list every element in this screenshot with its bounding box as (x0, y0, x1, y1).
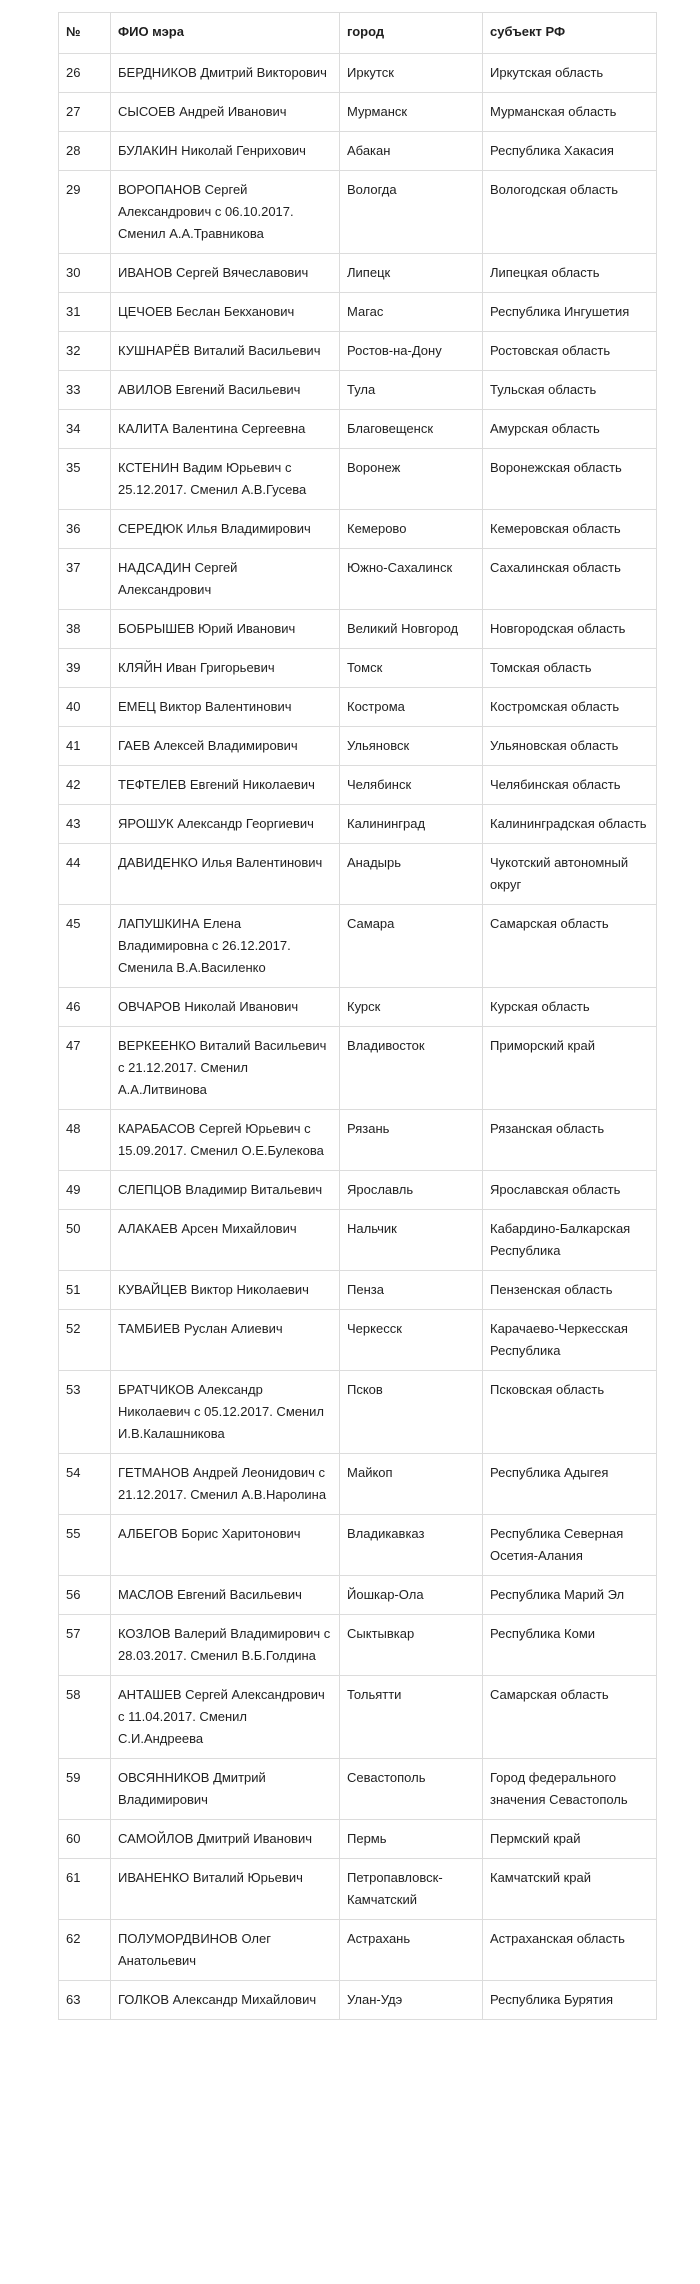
cell-mayor-name: ЛАПУШКИНА Елена Владимировна с 26.12.2017. Сменила В.А.Василенко (111, 905, 340, 988)
cell-city: Иркутск (340, 54, 483, 93)
table-row (59, 805, 657, 844)
cell-mayor-name: САМОЙЛОВ Дмитрий Иванович (111, 1820, 340, 1859)
cell-num: 51 (59, 1271, 111, 1310)
header-num: № (59, 13, 111, 54)
cell-city: Воронеж (340, 449, 483, 510)
cell-city: Ульяновск (340, 727, 483, 766)
cell-region: Калининградская область (483, 805, 657, 844)
table-row (59, 293, 657, 332)
table-row (59, 1920, 657, 1981)
cell-region: Республика Адыгея (483, 1454, 657, 1515)
cell-city: Тольятти (340, 1676, 483, 1759)
cell-mayor-name: КАЛИТА Валентина Сергеевна (111, 410, 340, 449)
table-row (59, 1515, 657, 1576)
cell-city: Курск (340, 988, 483, 1027)
cell-num: 48 (59, 1110, 111, 1171)
cell-mayor-name: АНТАШЕВ Сергей Александрович с 11.04.2017. Сменил С.И.Андреева (111, 1676, 340, 1759)
cell-mayor-name: АВИЛОВ Евгений Васильевич (111, 371, 340, 410)
cell-region: Самарская область (483, 1676, 657, 1759)
cell-region: Вологодская область (483, 171, 657, 254)
table-row (59, 844, 657, 905)
cell-region: Астраханская область (483, 1920, 657, 1981)
header-region: субъект РФ (483, 13, 657, 54)
cell-num: 28 (59, 132, 111, 171)
table-row (59, 410, 657, 449)
cell-region: Ярославская область (483, 1171, 657, 1210)
header-name: ФИО мэра (111, 13, 340, 54)
cell-city: Сыктывкар (340, 1615, 483, 1676)
cell-num: 38 (59, 610, 111, 649)
table-row (59, 510, 657, 549)
table-row (59, 766, 657, 805)
cell-mayor-name: СЛЕПЦОВ Владимир Витальевич (111, 1171, 340, 1210)
cell-region: Карачаево-Черкесская Республика (483, 1310, 657, 1371)
table-row (59, 1271, 657, 1310)
cell-city: Абакан (340, 132, 483, 171)
table-row (59, 371, 657, 410)
cell-region: Республика Коми (483, 1615, 657, 1676)
cell-num: 34 (59, 410, 111, 449)
cell-city: Улан-Удэ (340, 1981, 483, 2020)
cell-city: Благовещенск (340, 410, 483, 449)
cell-region: Липецкая область (483, 254, 657, 293)
cell-num: 47 (59, 1027, 111, 1110)
cell-region: Республика Ингушетия (483, 293, 657, 332)
cell-num: 57 (59, 1615, 111, 1676)
cell-mayor-name: ГАЕВ Алексей Владимирович (111, 727, 340, 766)
cell-num: 31 (59, 293, 111, 332)
cell-region: Мурманская область (483, 93, 657, 132)
cell-mayor-name: ТЕФТЕЛЕВ Евгений Николаевич (111, 766, 340, 805)
cell-num: 46 (59, 988, 111, 1027)
cell-city: Ростов-на-Дону (340, 332, 483, 371)
cell-region: Иркутская область (483, 54, 657, 93)
cell-mayor-name: ГОЛКОВ Александр Михайлович (111, 1981, 340, 2020)
table-row (59, 332, 657, 371)
header-city: город (340, 13, 483, 54)
table-body (59, 54, 657, 2020)
table-row (59, 610, 657, 649)
table-row (59, 988, 657, 1027)
cell-city: Рязань (340, 1110, 483, 1171)
table-row (59, 727, 657, 766)
cell-region: Рязанская область (483, 1110, 657, 1171)
cell-mayor-name: АЛАКАЕВ Арсен Михайлович (111, 1210, 340, 1271)
cell-region: Чукотский автономный округ (483, 844, 657, 905)
cell-mayor-name: МАСЛОВ Евгений Васильевич (111, 1576, 340, 1615)
cell-mayor-name: ТАМБИЕВ Руслан Алиевич (111, 1310, 340, 1371)
cell-num: 59 (59, 1759, 111, 1820)
table-header (59, 13, 657, 54)
cell-num: 35 (59, 449, 111, 510)
cell-mayor-name: СЕРЕДЮК Илья Владимирович (111, 510, 340, 549)
cell-mayor-name: ИВАНЕНКО Виталий Юрьевич (111, 1859, 340, 1920)
cell-mayor-name: ЕМЕЦ Виктор Валентинович (111, 688, 340, 727)
cell-num: 56 (59, 1576, 111, 1615)
cell-mayor-name: КЛЯЙН Иван Григорьевич (111, 649, 340, 688)
cell-region: Кабардино-Балкарская Республика (483, 1210, 657, 1271)
cell-region: Пермский край (483, 1820, 657, 1859)
cell-num: 42 (59, 766, 111, 805)
cell-mayor-name: ВОРОПАНОВ Сергей Александрович с 06.10.2017. Сменил А.А.Травникова (111, 171, 340, 254)
cell-mayor-name: КУВАЙЦЕВ Виктор Николаевич (111, 1271, 340, 1310)
table-row (59, 905, 657, 988)
table-row (59, 1210, 657, 1271)
cell-num: 43 (59, 805, 111, 844)
cell-mayor-name: КАРАБАСОВ Сергей Юрьевич с 15.09.2017. Сменил О.Е.Булекова (111, 1110, 340, 1171)
cell-num: 26 (59, 54, 111, 93)
cell-city: Кострома (340, 688, 483, 727)
mayors-table (58, 12, 657, 2020)
cell-num: 52 (59, 1310, 111, 1371)
cell-city: Пермь (340, 1820, 483, 1859)
table-row (59, 688, 657, 727)
cell-mayor-name: ОВЧАРОВ Николай Иванович (111, 988, 340, 1027)
cell-city: Майкоп (340, 1454, 483, 1515)
cell-region: Пензенская область (483, 1271, 657, 1310)
cell-mayor-name: КОЗЛОВ Валерий Владимирович с 28.03.2017. Сменил В.Б.Голдина (111, 1615, 340, 1676)
cell-mayor-name: КСТЕНИН Вадим Юрьевич с 25.12.2017. Сменил А.В.Гусева (111, 449, 340, 510)
cell-city: Тула (340, 371, 483, 410)
cell-city: Пенза (340, 1271, 483, 1310)
table-row (59, 1171, 657, 1210)
cell-city: Ярославль (340, 1171, 483, 1210)
cell-region: Томская область (483, 649, 657, 688)
cell-region: Город федерального значения Севастополь (483, 1759, 657, 1820)
cell-city: Анадырь (340, 844, 483, 905)
cell-num: 63 (59, 1981, 111, 2020)
cell-num: 62 (59, 1920, 111, 1981)
table-row (59, 1576, 657, 1615)
cell-region: Курская область (483, 988, 657, 1027)
cell-num: 36 (59, 510, 111, 549)
cell-region: Тульская область (483, 371, 657, 410)
table-row (59, 1759, 657, 1820)
cell-region: Сахалинская область (483, 549, 657, 610)
cell-city: Владикавказ (340, 1515, 483, 1576)
cell-city: Кемерово (340, 510, 483, 549)
cell-num: 45 (59, 905, 111, 988)
cell-num: 50 (59, 1210, 111, 1271)
table-row (59, 1615, 657, 1676)
cell-mayor-name: ДАВИДЕНКО Илья Валентинович (111, 844, 340, 905)
table-row (59, 93, 657, 132)
table-row (59, 1110, 657, 1171)
table-row (59, 1981, 657, 2020)
cell-region: Республика Марий Эл (483, 1576, 657, 1615)
cell-city: Владивосток (340, 1027, 483, 1110)
cell-city: Самара (340, 905, 483, 988)
table-row (59, 1454, 657, 1515)
cell-region: Новгородская область (483, 610, 657, 649)
cell-num: 40 (59, 688, 111, 727)
cell-mayor-name: ГЕТМАНОВ Андрей Леонидович с 21.12.2017. Сменил А.В.Наролина (111, 1454, 340, 1515)
cell-region: Республика Северная Осетия-Алания (483, 1515, 657, 1576)
cell-region: Республика Хакасия (483, 132, 657, 171)
cell-mayor-name: СЫСОЕВ Андрей Иванович (111, 93, 340, 132)
cell-region: Челябинская область (483, 766, 657, 805)
cell-num: 60 (59, 1820, 111, 1859)
cell-mayor-name: БУЛАКИН Николай Генрихович (111, 132, 340, 171)
cell-city: Черкесск (340, 1310, 483, 1371)
cell-region: Ульяновская область (483, 727, 657, 766)
cell-region: Костромская область (483, 688, 657, 727)
cell-num: 30 (59, 254, 111, 293)
cell-mayor-name: КУШНАРЁВ Виталий Васильевич (111, 332, 340, 371)
cell-mayor-name: ПОЛУМОРДВИНОВ Олег Анатольевич (111, 1920, 340, 1981)
cell-mayor-name: АЛБЕГОВ Борис Харитонович (111, 1515, 340, 1576)
mayors-table-container (58, 12, 656, 2020)
cell-mayor-name: ВЕРКЕЕНКО Виталий Васильевич с 21.12.2017. Сменил А.А.Литвинова (111, 1027, 340, 1110)
table-row (59, 1310, 657, 1371)
cell-num: 54 (59, 1454, 111, 1515)
table-row (59, 1027, 657, 1110)
cell-num: 29 (59, 171, 111, 254)
cell-city: Астрахань (340, 1920, 483, 1981)
cell-region: Камчатский край (483, 1859, 657, 1920)
table-row (59, 449, 657, 510)
cell-num: 33 (59, 371, 111, 410)
cell-region: Республика Бурятия (483, 1981, 657, 2020)
cell-city: Южно-Сахалинск (340, 549, 483, 610)
cell-city: Калининград (340, 805, 483, 844)
cell-num: 41 (59, 727, 111, 766)
cell-num: 37 (59, 549, 111, 610)
cell-mayor-name: ОВСЯННИКОВ Дмитрий Владимирович (111, 1759, 340, 1820)
table-row (59, 1676, 657, 1759)
cell-city: Йошкар-Ола (340, 1576, 483, 1615)
table-row (59, 1820, 657, 1859)
cell-region: Кемеровская область (483, 510, 657, 549)
cell-num: 49 (59, 1171, 111, 1210)
header-row (59, 13, 657, 54)
cell-mayor-name: НАДСАДИН Сергей Александрович (111, 549, 340, 610)
cell-mayor-name: ЯРОШУК Александр Георгиевич (111, 805, 340, 844)
cell-num: 61 (59, 1859, 111, 1920)
table-row (59, 1859, 657, 1920)
table-row (59, 54, 657, 93)
cell-region: Псковская область (483, 1371, 657, 1454)
cell-city: Псков (340, 1371, 483, 1454)
cell-city: Петропавловск-Камчатский (340, 1859, 483, 1920)
cell-region: Амурская область (483, 410, 657, 449)
table-row (59, 549, 657, 610)
cell-mayor-name: ИВАНОВ Сергей Вячеславович (111, 254, 340, 293)
cell-num: 39 (59, 649, 111, 688)
cell-region: Воронежская область (483, 449, 657, 510)
cell-mayor-name: БОБРЫШЕВ Юрий Иванович (111, 610, 340, 649)
table-row (59, 254, 657, 293)
table-row (59, 132, 657, 171)
cell-num: 55 (59, 1515, 111, 1576)
cell-num: 27 (59, 93, 111, 132)
cell-city: Мурманск (340, 93, 483, 132)
cell-city: Челябинск (340, 766, 483, 805)
cell-region: Самарская область (483, 905, 657, 988)
cell-num: 32 (59, 332, 111, 371)
cell-city: Магас (340, 293, 483, 332)
table-row (59, 1371, 657, 1454)
cell-city: Томск (340, 649, 483, 688)
cell-city: Липецк (340, 254, 483, 293)
cell-region: Ростовская область (483, 332, 657, 371)
cell-num: 58 (59, 1676, 111, 1759)
cell-num: 44 (59, 844, 111, 905)
cell-mayor-name: ЦЕЧОЕВ Беслан Бекханович (111, 293, 340, 332)
cell-city: Вологда (340, 171, 483, 254)
cell-city: Нальчик (340, 1210, 483, 1271)
cell-mayor-name: БЕРДНИКОВ Дмитрий Викторович (111, 54, 340, 93)
cell-num: 53 (59, 1371, 111, 1454)
cell-city: Великий Новгород (340, 610, 483, 649)
table-row (59, 171, 657, 254)
cell-city: Севастополь (340, 1759, 483, 1820)
table-row (59, 649, 657, 688)
cell-mayor-name: БРАТЧИКОВ Александр Николаевич с 05.12.2017. Сменил И.В.Калашникова (111, 1371, 340, 1454)
cell-region: Приморский край (483, 1027, 657, 1110)
